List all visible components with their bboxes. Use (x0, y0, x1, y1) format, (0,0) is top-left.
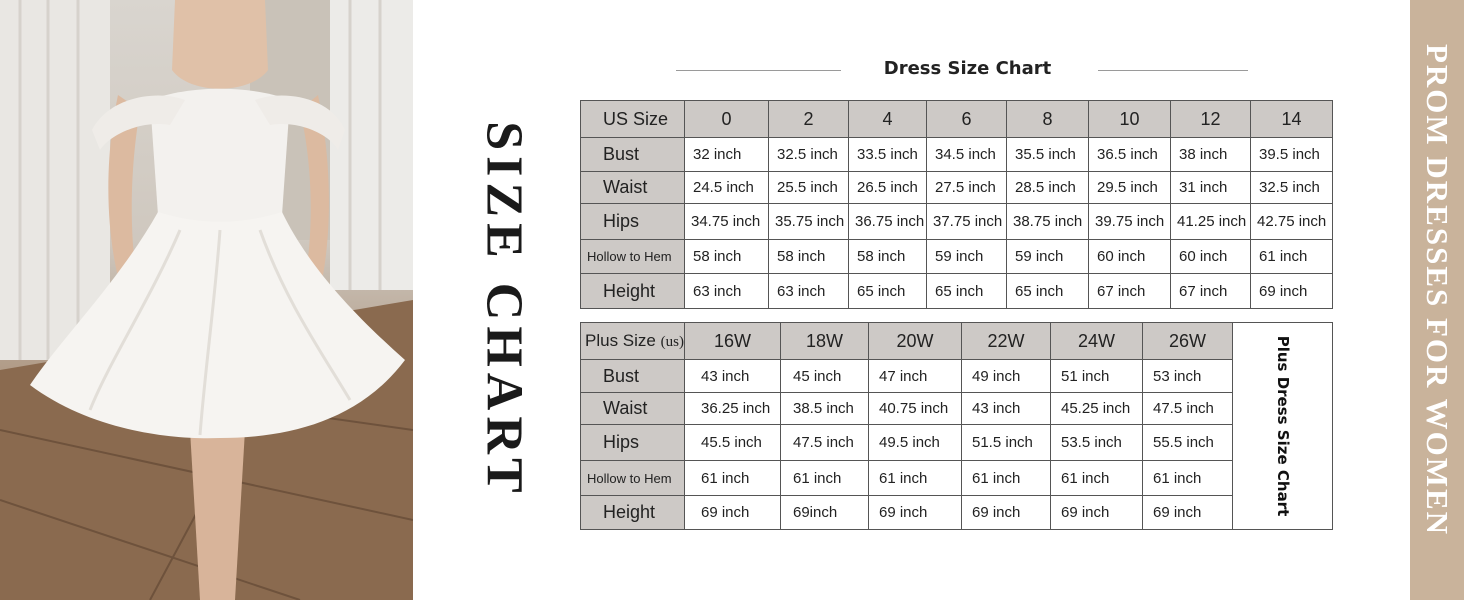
table-cell: 47.5 inch (781, 425, 869, 461)
us-size-table (580, 100, 1333, 309)
table-cell: 60 inch (1171, 240, 1251, 274)
row-label: Waist (581, 393, 685, 425)
table-cell: 26.5 inch (849, 172, 927, 204)
table-cell: 53 inch (1143, 360, 1233, 393)
plus-size-header-row (581, 323, 1333, 360)
us-size-header: 10 (1089, 101, 1171, 138)
table-cell: 67 inch (1089, 274, 1171, 309)
table-cell: 28.5 inch (1007, 172, 1089, 204)
table-row (581, 172, 1333, 204)
side-banner-text: PROM DRESSES FOR WOMEN (1420, 43, 1455, 537)
table-row (581, 496, 1333, 530)
table-cell: 58 inch (849, 240, 927, 274)
plus-chart-side-label-cell (1233, 323, 1333, 530)
row-label: Bust (581, 138, 685, 172)
plus-size-corner-unit: (us) (660, 334, 684, 350)
us-size-header-row (581, 101, 1333, 138)
size-chart-vertical-title (472, 100, 536, 520)
row-label: Hollow to Hem (581, 240, 685, 274)
table-cell: 61 inch (1143, 461, 1233, 496)
table-cell: 51 inch (1051, 360, 1143, 393)
table-cell: 43 inch (685, 360, 781, 393)
table-cell: 37.75 inch (927, 204, 1007, 240)
table-row (581, 138, 1333, 172)
table-cell: 61 inch (962, 461, 1051, 496)
table-cell: 36.75 inch (849, 204, 927, 240)
us-size-header: 12 (1171, 101, 1251, 138)
table-cell: 69 inch (1051, 496, 1143, 530)
table-cell: 61 inch (1051, 461, 1143, 496)
table-cell: 69 inch (1143, 496, 1233, 530)
table-cell: 35.5 inch (1007, 138, 1089, 172)
plus-size-header: 22W (962, 323, 1051, 360)
table-cell: 61 inch (869, 461, 962, 496)
table-cell: 38.5 inch (781, 393, 869, 425)
row-label: Bust (581, 360, 685, 393)
table-cell: 41.25 inch (1171, 204, 1251, 240)
table-cell: 58 inch (769, 240, 849, 274)
table-cell: 45 inch (781, 360, 869, 393)
table-cell: 32.5 inch (769, 138, 849, 172)
table-cell: 58 inch (685, 240, 769, 274)
row-label: Height (581, 496, 685, 530)
table-cell: 45.25 inch (1051, 393, 1143, 425)
table-cell: 63 inch (685, 274, 769, 309)
plus-chart-side-label: Plus Dress Size Chart (1273, 335, 1292, 517)
table-cell: 69 inch (962, 496, 1051, 530)
plus-size-header: 18W (781, 323, 869, 360)
heading-divider-right (1098, 70, 1248, 71)
table-row (581, 274, 1333, 309)
table-cell: 39.75 inch (1089, 204, 1171, 240)
chart-title: Dress Size Chart (883, 58, 1052, 79)
table-row (581, 393, 1333, 425)
table-row (581, 425, 1333, 461)
table-cell: 36.5 inch (1089, 138, 1171, 172)
table-cell: 47.5 inch (1143, 393, 1233, 425)
table-cell: 49.5 inch (869, 425, 962, 461)
row-label: Hollow to Hem (581, 461, 685, 496)
table-cell: 32 inch (685, 138, 769, 172)
heading-divider-left (676, 70, 841, 71)
table-cell: 61 inch (685, 461, 781, 496)
table-row (581, 461, 1333, 496)
table-row (581, 204, 1333, 240)
plus-size-header: 26W (1143, 323, 1233, 360)
table-cell: 25.5 inch (769, 172, 849, 204)
us-size-corner: US Size (581, 101, 685, 138)
plus-size-corner (581, 323, 685, 360)
table-cell: 61 inch (1251, 240, 1333, 274)
table-cell: 65 inch (1007, 274, 1089, 309)
table-row (581, 240, 1333, 274)
table-cell: 34.5 inch (927, 138, 1007, 172)
plus-size-header: 24W (1051, 323, 1143, 360)
row-label: Height (581, 274, 685, 309)
table-cell: 35.75 inch (769, 204, 849, 240)
us-size-header: 0 (685, 101, 769, 138)
table-cell: 63 inch (769, 274, 849, 309)
table-cell: 60 inch (1089, 240, 1171, 274)
table-cell: 38.75 inch (1007, 204, 1089, 240)
table-cell: 39.5 inch (1251, 138, 1333, 172)
plus-size-header: 20W (869, 323, 962, 360)
table-cell: 29.5 inch (1089, 172, 1171, 204)
table-cell: 67 inch (1171, 274, 1251, 309)
table-cell: 31 inch (1171, 172, 1251, 204)
table-cell: 24.5 inch (685, 172, 769, 204)
table-cell: 69 inch (1251, 274, 1333, 309)
table-cell: 40.75 inch (869, 393, 962, 425)
table-cell: 45.5 inch (685, 425, 781, 461)
us-size-header: 14 (1251, 101, 1333, 138)
table-cell: 69 inch (869, 496, 962, 530)
table-cell: 42.75 inch (1251, 204, 1333, 240)
us-size-header: 2 (769, 101, 849, 138)
table-cell: 33.5 inch (849, 138, 927, 172)
plus-size-header: 16W (685, 323, 781, 360)
row-label: Hips (581, 204, 685, 240)
table-cell: 36.25 inch (685, 393, 781, 425)
table-cell: 69inch (781, 496, 869, 530)
row-label: Hips (581, 425, 685, 461)
table-cell: 53.5 inch (1051, 425, 1143, 461)
dress-illustration (0, 0, 413, 600)
table-cell: 34.75 inch (685, 204, 769, 240)
row-label: Waist (581, 172, 685, 204)
dress-model-photo (0, 0, 413, 600)
plus-size-table (580, 322, 1333, 530)
table-cell: 55.5 inch (1143, 425, 1233, 461)
table-cell: 65 inch (927, 274, 1007, 309)
plus-size-corner-label: Plus Size (585, 331, 656, 350)
table-cell: 69 inch (685, 496, 781, 530)
table-cell: 51.5 inch (962, 425, 1051, 461)
table-cell: 32.5 inch (1251, 172, 1333, 204)
table-cell: 47 inch (869, 360, 962, 393)
side-banner-strip (1410, 0, 1464, 600)
table-cell: 49 inch (962, 360, 1051, 393)
us-size-header: 4 (849, 101, 927, 138)
table-cell: 59 inch (1007, 240, 1089, 274)
table-cell: 59 inch (927, 240, 1007, 274)
table-cell: 65 inch (849, 274, 927, 309)
us-size-header: 6 (927, 101, 1007, 138)
table-cell: 43 inch (962, 393, 1051, 425)
table-cell: 61 inch (781, 461, 869, 496)
table-row (581, 360, 1333, 393)
table-cell: 38 inch (1171, 138, 1251, 172)
us-size-header: 8 (1007, 101, 1089, 138)
table-cell: 27.5 inch (927, 172, 1007, 204)
size-chart-title-text: SIZE CHART (475, 121, 533, 499)
